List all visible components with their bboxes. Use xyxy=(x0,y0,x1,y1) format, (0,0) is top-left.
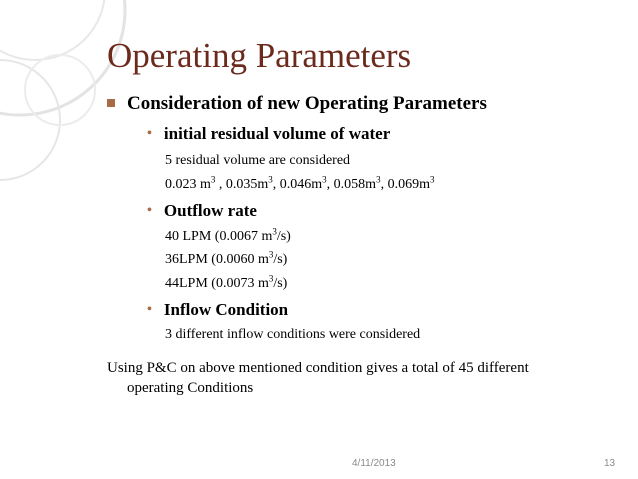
volume-value: , 0.035m xyxy=(215,177,269,192)
residual-volume-count: 5 residual volume are considered xyxy=(165,153,351,168)
sub-bullet-text: Inflow Condition xyxy=(163,300,289,319)
rate-text: 40 LPM (0.0067 m xyxy=(165,229,273,244)
rate-text: 36LPM (0.0060 m xyxy=(165,252,269,267)
volume-superscript: 3 xyxy=(429,174,435,185)
summary-text xyxy=(107,360,577,397)
page-number: 13 xyxy=(604,458,616,469)
rate-superscript: 3 xyxy=(268,273,274,284)
square-bullet-icon xyxy=(107,99,115,107)
summary-line: operating Conditions xyxy=(127,380,254,396)
summary-line: Using P&C on above mentioned condition gives a total of 45 different xyxy=(107,360,529,376)
main-bullet-text: Consideration of new Operating Parameters xyxy=(127,93,487,114)
outflow-rate-line xyxy=(165,226,291,245)
dot-bullet-icon: • xyxy=(147,126,152,141)
volume-value: 0.023 m xyxy=(165,177,211,192)
rate-superscript: 3 xyxy=(272,226,277,237)
volume-value: , 0.046m xyxy=(272,177,323,192)
volume-superscript: 3 xyxy=(210,174,216,185)
main-bullet xyxy=(107,93,487,115)
rate-superscript: 3 xyxy=(268,249,274,260)
residual-volume-values xyxy=(165,174,435,193)
dot-bullet-icon: • xyxy=(147,203,152,218)
volume-value: , 0.058m xyxy=(326,177,377,192)
outflow-rate-line xyxy=(165,249,288,268)
volume-value: , 0.069m xyxy=(380,177,430,192)
volume-superscript: 3 xyxy=(268,174,273,185)
sub-bullet-residual-volume xyxy=(147,124,390,144)
sub-bullet-text: initial residual volume of water xyxy=(163,124,391,143)
rate-text: 44LPM (0.0073 m xyxy=(165,276,269,291)
inflow-condition-desc: 3 different inflow conditions were considered xyxy=(165,327,421,342)
sub-bullet-inflow-condition xyxy=(147,300,288,320)
sub-bullet-outflow-rate xyxy=(147,201,257,221)
rate-unit: /s) xyxy=(273,276,288,291)
dot-bullet-icon: • xyxy=(147,302,152,317)
footer-date: 4/11/2013 xyxy=(352,458,396,469)
sub-bullet-text: Outflow rate xyxy=(163,201,257,220)
rate-unit: /s) xyxy=(276,229,291,244)
rate-unit: /s) xyxy=(273,252,288,267)
volume-superscript: 3 xyxy=(322,174,327,185)
outflow-rate-line xyxy=(165,273,288,292)
volume-superscript: 3 xyxy=(376,174,381,185)
slide-title: Operating Parameters xyxy=(107,36,412,75)
